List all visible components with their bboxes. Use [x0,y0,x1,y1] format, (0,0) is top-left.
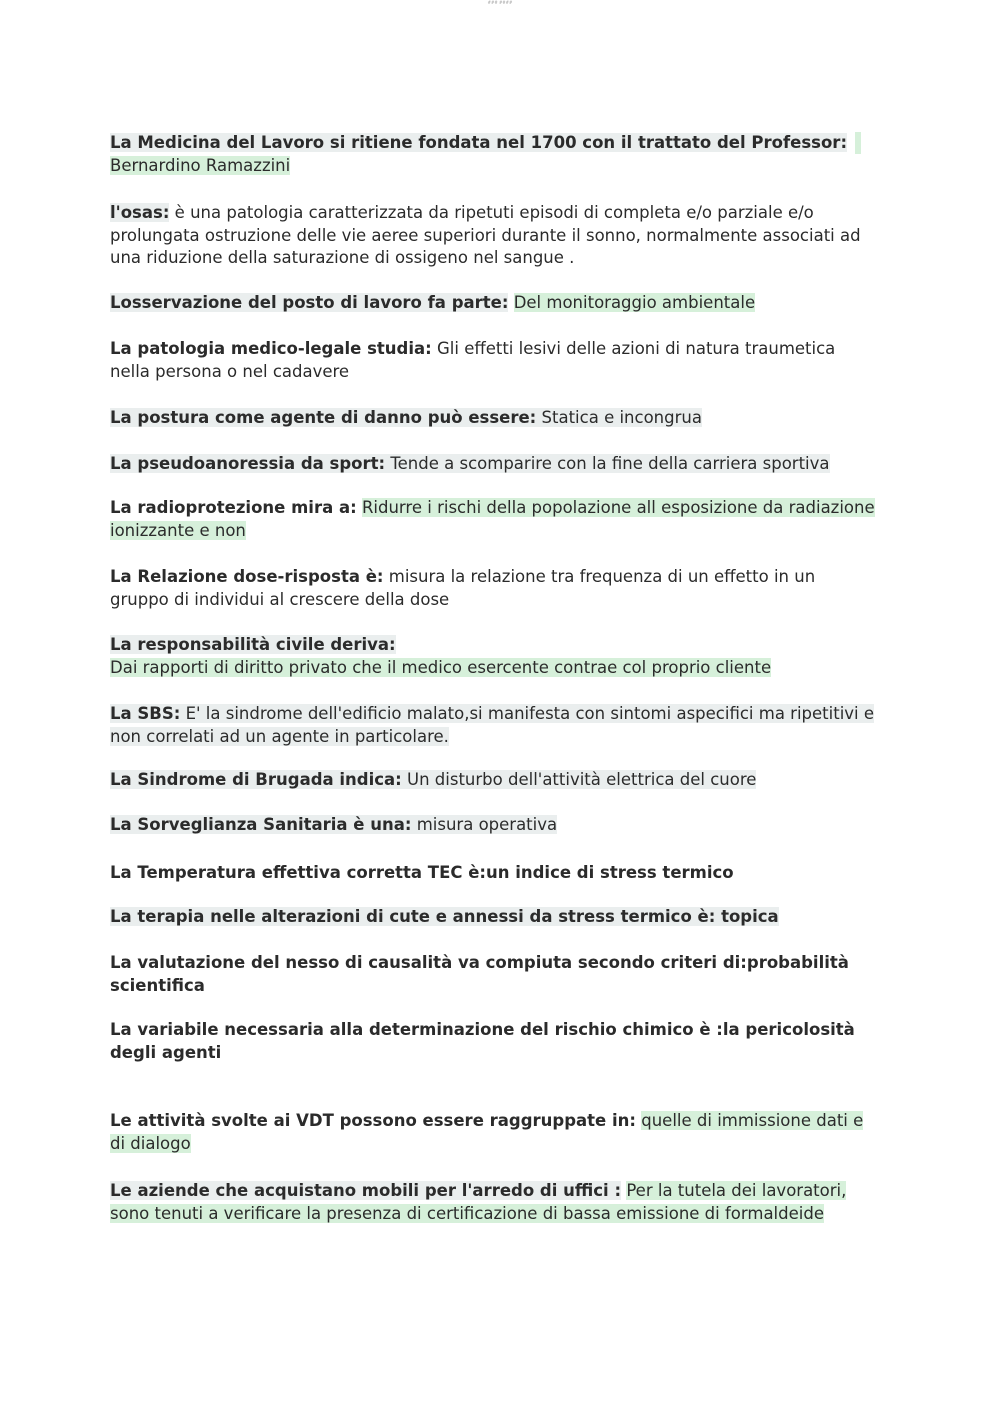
entry-answer: Bernardino Ramazzini [110,155,291,175]
entry-question: La postura come agente di danno può essere: [110,408,537,427]
entry-question: Losservazione del posto di lavoro fa parte: [110,293,509,312]
entry-answer: misura la relazione tra frequenza di un effetto in un gruppo di individui al crescere della dose [110,567,816,609]
entry-brugada [110,769,878,792]
entry-answer: Per la tutela dei lavoratori, sono tenuti a verificare la presenza di certificazione di bassa emissione di formaldeide [110,1181,847,1223]
entry-postura [110,407,878,430]
entry-answer: Dai rapporti di diritto privato che il medico esercente contrae col proprio cliente [110,657,772,677]
entry-question: La patologia medico-legale studia: [110,339,432,358]
entry-question: La Relazione dose-risposta è: [110,567,384,586]
entry-question: La Sorveglianza Sanitaria è una: [110,815,412,834]
entry-relazione-dose-risposta [110,566,878,611]
entry-answer: Tende a scomparire con la fine della carriera sportiva [390,454,830,473]
entry-text: La variabile necessaria alla determinazione del rischio chimico è :la pericolosità degli agenti [110,1020,855,1062]
entry-question: La responsabilità civile deriva: [110,635,396,654]
entry-answer: Ridurre i rischi della popolazione all esposizione da radiazione ionizzante e non [110,498,875,540]
entry-question: La SBS: [110,704,181,723]
entry-answer: misura operativa [416,815,558,834]
entry-text: La Temperatura effettiva corretta TEC è:un indice di stress termico [110,863,734,882]
entry-radioprotezione [110,497,878,542]
entry-answer: è una patologia caratterizzata da ripetuti episodi di completa e/o parziale e/o prolungata ostruzione delle vie aeree superiori durante il sonno, normalmente associati ad una riduzione della saturazione di ossigeno nel sangue . [110,203,861,267]
entry-sbs [110,703,878,748]
entry-osservazione-posto [110,292,878,315]
entry-question: La pseudoanoressia da sport: [110,454,386,473]
entry-question: Le aziende che acquistano mobili per l'arredo di uffici : [110,1181,622,1200]
entry-aziende-mobili [110,1180,878,1225]
entry-question: l'osas: [110,203,170,222]
entry-nesso-causalita [110,952,878,997]
entry-text: La terapia nelle alterazioni di cute e annessi da stress termico è: topica [110,907,779,926]
entry-attivita-vdt [110,1110,878,1155]
entry-terapia-stress-termico [110,906,878,929]
entry-patologia-medico-legale [110,338,878,383]
highlight-mark [855,132,861,154]
entry-pseudoanoressia [110,453,878,476]
page-header: ### #### [487,0,513,5]
entry-question: La Sindrome di Brugada indica: [110,770,402,789]
entry-rischio-chimico [110,1019,878,1064]
entry-sorveglianza-sanitaria [110,814,878,837]
entry-answer: Un disturbo dell'attività elettrica del cuore [407,770,757,789]
entry-answer: quelle di immissione dati e di dialogo [110,1111,864,1153]
entry-answer: Del monitoraggio ambientale [513,293,756,312]
entry-osas [110,202,878,270]
entry-responsabilita-civile [110,634,878,679]
entry-text: La valutazione del nesso di causalità va compiuta secondo criteri di:probabilità scientifica [110,953,849,995]
entry-medicina-del-lavoro [110,132,878,177]
entry-answer: Gli effetti lesivi delle azioni di natura traumetica nella persona o nel cadavere [110,339,836,381]
entry-question: La radioprotezione mira a: [110,498,357,517]
entry-question: La Medicina del Lavoro si ritiene fondata nel 1700 con il trattato del Professor: [110,133,848,152]
entry-answer: E' la sindrome dell'edificio malato,si manifesta con sintomi aspecifici ma ripetitivi e non correlati ad un agente in particolare. [110,704,875,746]
entry-temperatura-effettiva [110,862,878,885]
entry-question: Le attività svolte ai VDT possono essere raggruppate in: [110,1111,636,1130]
entry-answer: Statica e incongrua [541,408,702,427]
